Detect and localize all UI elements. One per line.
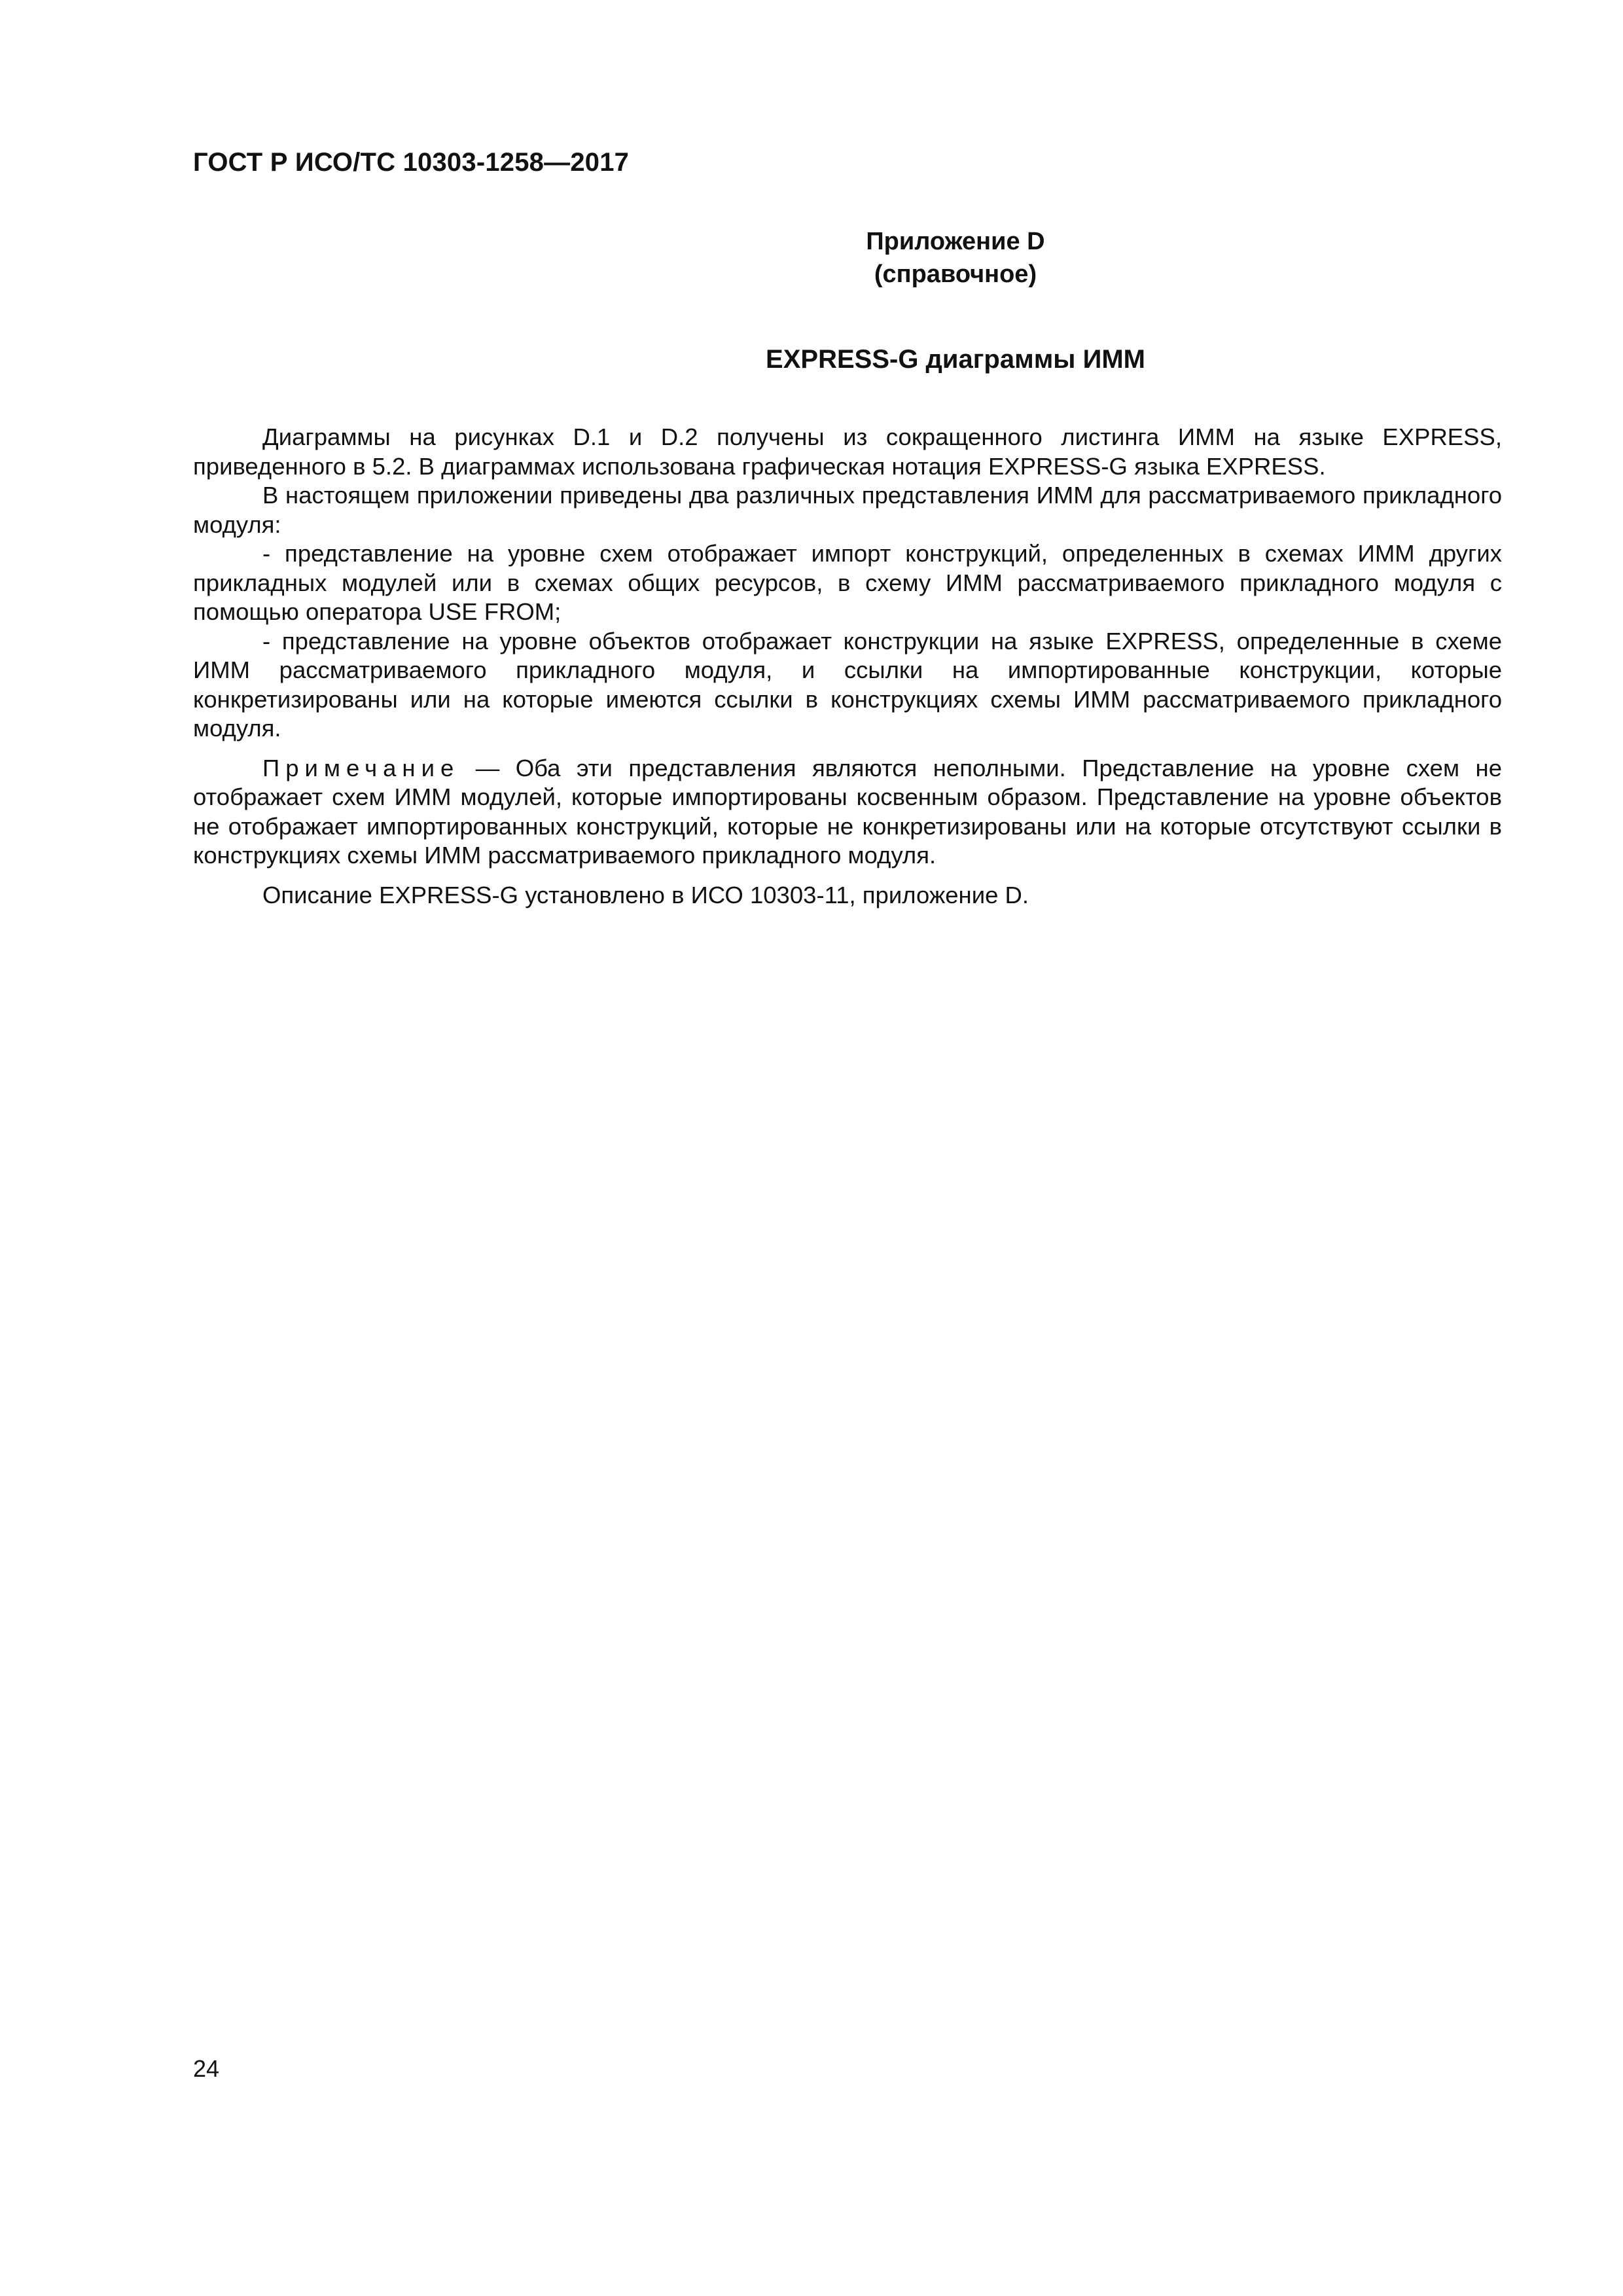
paragraph-entity-level: - представление на уровне объектов отображает конструкции на языке EXPRESS, определенные в схеме ИММ рассматриваемого прикладного модуля, и ссылки на импортированные конструкции, которые конкретизированы или на которые имеются ссылки в конструкциях схемы ИММ рассматриваемого прикладного модуля. xyxy=(193,627,1502,742)
annex-heading xyxy=(707,225,1204,291)
standard-header: ГОСТ Р ИСО/ТС 10303-1258—2017 xyxy=(193,148,630,177)
note-label: Примечание xyxy=(262,754,460,781)
annex-label: Приложение D xyxy=(866,228,1045,255)
paragraph-intro: Диаграммы на рисунках D.1 и D.2 получены из сокращенного листинга ИММ на языке EXPRESS, приведенного в 5.2. В диаграммах использована графическая нотация EXPRESS-G языка EXPRESS. xyxy=(193,423,1502,480)
paragraph-schema-level: - представление на уровне схем отображает импорт конструкций, определенных в схемах ИММ других прикладных модулей или в схемах общих ресурсов, в схему ИММ рассматриваемого прикладного модуля с помощью оператора USE FROM; xyxy=(193,540,1502,625)
body-text xyxy=(193,423,1502,910)
page-number: 24 xyxy=(193,2055,220,2082)
annex-title: EXPRESS-G диаграммы ИММ xyxy=(766,345,1145,374)
note-text: — Оба эти представления являются неполными. Представление на уровне схем не отображает схем ИММ модулей, которые импортированы косвенным образом. Представление на уровне объектов не отображает импортированных конструкций, которые не конкретизированы или на которые отсутствуют ссылки в конструкциях схемы ИММ рассматриваемого прикладного модуля. xyxy=(193,754,1502,869)
paragraph-representations: В настоящем приложении приведены два различных представления ИММ для рассматриваемого прикладного модуля: xyxy=(193,482,1502,538)
annex-status: (справочное) xyxy=(874,260,1037,288)
paragraph-closing: Описание EXPRESS-G установлено в ИСО 10303-11, приложение D. xyxy=(262,881,1029,908)
note-paragraph xyxy=(193,754,1502,870)
